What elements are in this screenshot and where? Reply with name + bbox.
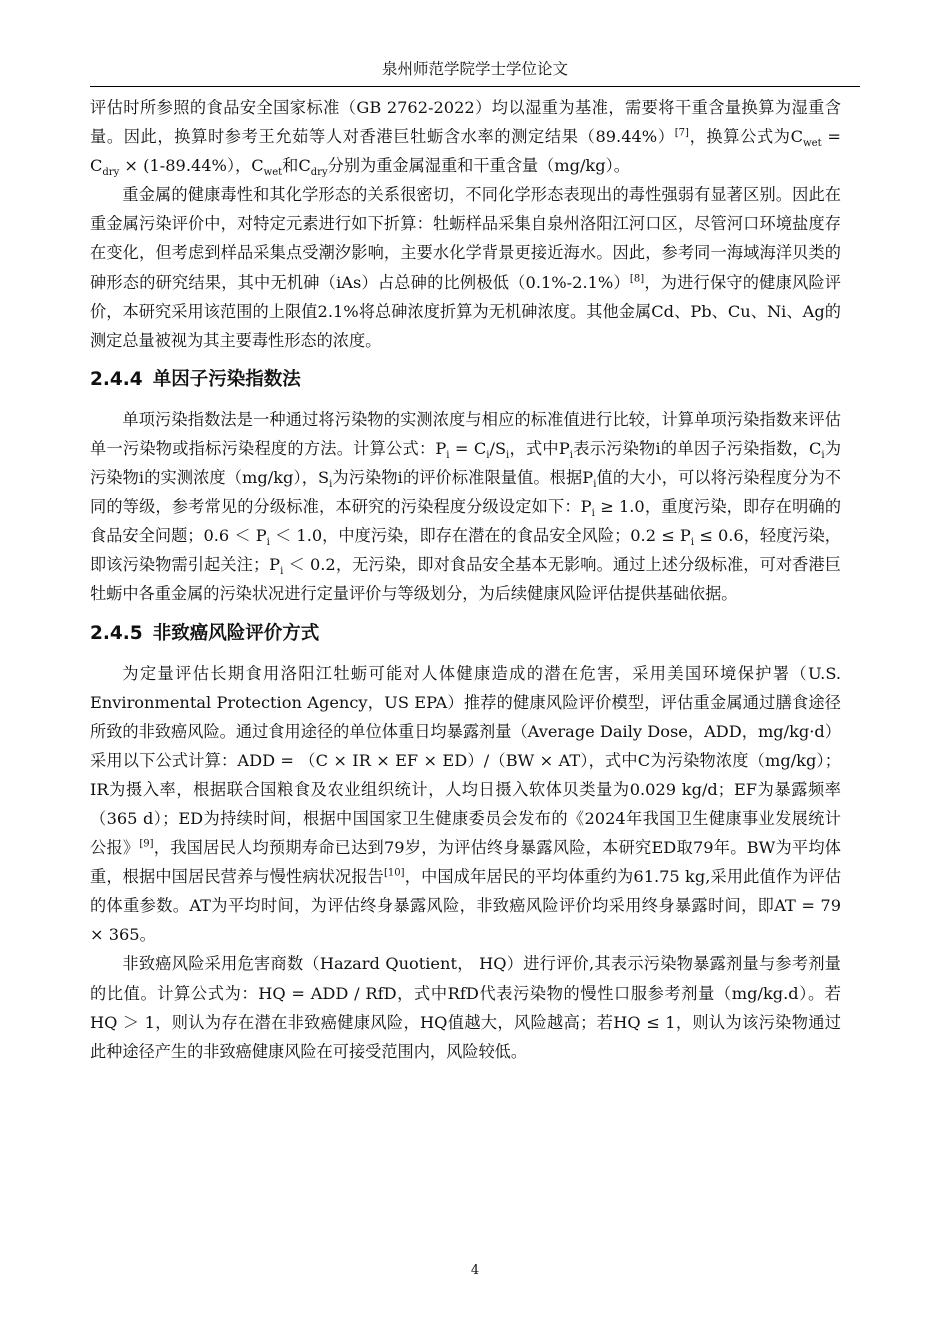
text-run: 单项污染指数法是一种通过将污染物的实测浓度与相应的标准值进行比较，计算单项污染指数来评估单一污染物或指标污染程度的方法。计算公式：P — [90, 409, 841, 458]
paragraph-hazard-quotient — [90, 949, 841, 1065]
text-run: ，为进行保守的健康风险评价，本研究采用该范围的上限值2.1%将总砷浓度折算为无机砷浓度。其他金属Cd、Pb、Cu、Ni、Ag的测定总量被视为其主要毒性形态的浓度。 — [90, 272, 841, 350]
subscript: i — [569, 450, 573, 462]
text-run: ≥ 1.0，重度污染，即存在明确的食品安全问题；0.6 ＜ P — [90, 497, 842, 546]
subscript: i — [486, 450, 490, 462]
text-run: 为污染物i的评价标准限量值。根据P — [332, 468, 594, 488]
header-rule — [90, 86, 860, 87]
citation-8: [8] — [629, 273, 645, 285]
subscript: i — [690, 537, 695, 549]
text-run: ，换算公式为C — [688, 127, 804, 147]
section-title: 非致癌风险评价方式 — [152, 622, 320, 644]
text-run: ，我国居民人均预期寿命已达到79岁，为评估终身暴露风险，本研究ED取79年。BW为平均体重，根据中国居民营养与慢性病状况报告 — [90, 838, 841, 887]
section-title: 单因子污染指数法 — [152, 368, 301, 390]
text-run: ，式中P — [509, 438, 570, 458]
subscript: i — [280, 566, 284, 578]
paragraph-chemical-form — [90, 180, 841, 355]
page-number: 4 — [470, 1263, 480, 1278]
paragraph-add-formula — [90, 659, 841, 950]
paragraph-single-factor-index — [90, 405, 841, 609]
section-number: 2.4.5 — [90, 622, 143, 644]
subscript: i — [446, 450, 450, 462]
text-run: ＜ 1.0，中度污染，即存在潜在的食品安全风险；0.2 ≤ P — [269, 526, 691, 546]
text-run: ≤ 0.6，轻度污染，即该污染物需引起关注；P — [90, 526, 841, 575]
text-run: = C — [90, 127, 841, 176]
text-run: 为定量评估长期食用洛阳江牡蛎可能对人体健康造成的潜在危害，采用美国环境保护署（U.S. Environmental Protection Agency，US EPA）推荐的健康风险评价模型，评估重金属通过膳食途径所致的非致癌风险。通过食用途径的单位体重日均暴露剂量（Average Daily Dose，ADD，mg/kg·d）采用以下公式计算：ADD = （C × IR × EF × ED）/（BW × AT），式中C为污染物浓度（mg/kg）；IR为摄入率，根据联合国粮食及农业组织统计，人均日摄入软体贝类量为0.029 kg/d；EF为暴露频率（365 d）；ED为持续时间，根据中国国家卫生健康委员会发布的《2024年我国卫生健康事业发展统计公报》 — [90, 663, 841, 858]
text-run: 分别为重金属湿重和干重含量（mg/kg）。 — [327, 156, 630, 176]
text-run: 为污染物i的实测浓度（mg/kg），S — [90, 438, 842, 488]
text-run: /S — [489, 438, 507, 458]
subscript: wet — [263, 167, 283, 179]
text-run: 表示污染物i的单因子污染指数，C — [572, 438, 822, 458]
text-run: × (1-89.44%），C — [119, 156, 264, 176]
text-run: ，中国成年居民的平均体重约为61.75 kg,采用此值作为评估的体重参数。AT为平均时间，为评估终身暴露风险，非致癌风险评价均采用终身暴露时间，即AT = 79 × 365。 — [90, 867, 842, 945]
subscript: i — [506, 450, 510, 462]
text-run: 和C — [282, 156, 311, 176]
section-number: 2.4.4 — [90, 368, 143, 390]
paragraph-moisture-conversion — [90, 93, 841, 180]
subscript: i — [593, 479, 597, 491]
section-heading-2-4-4 — [90, 366, 841, 394]
citation-9: [9] — [139, 838, 154, 850]
subscript: i — [266, 537, 270, 549]
text-run: ＜ 0.2，无污染，即对食品安全基本无影响。通过上述分级标准，可对香港巨牡蛎中各重金属的污染状况进行定量评价与等级划分，为后续健康风险评估提供基础依据。 — [90, 555, 841, 604]
text-run: = C — [449, 438, 487, 458]
subscript: i — [821, 450, 825, 462]
subscript: dry — [102, 167, 120, 179]
section-heading-2-4-5 — [90, 620, 841, 648]
page-body — [90, 93, 841, 1066]
running-header: 泉州师范学院学士学位论文 — [381, 60, 568, 78]
subscript: i — [329, 479, 333, 491]
text-run: 非致癌风险采用危害商数（Hazard Quotient， HQ）进行评价,其表示污染物暴露剂量与参考剂量的比值。计算公式为：HQ = ADD / RfD，式中RfD代表污染物的慢性口服参考剂量（mg/kg.d）。若HQ ＞ 1，则认为存在潜在非致癌健康风险，HQ值越大，风险越高；若HQ ≤ 1，则认为该污染物通过此种途径产生的非致癌健康风险在可接受范围内，风险较低。 — [90, 954, 841, 1061]
text-run: 评估时所参照的食品安全国家标准（GB 2762-2022）均以湿重为基准，需要将干重含量换算为湿重含量。因此，换算时参考王允茹等人对香港巨牡蛎含水率的测定结果（89.44%） — [90, 98, 841, 147]
subscript: dry — [310, 167, 328, 179]
citation-7: [7] — [674, 127, 689, 139]
text-run: 值的大小，可以将污染程度分为不同的等级，参考常见的分级标准，本研究的污染程度分级设定如下：P — [90, 468, 841, 517]
subscript: wet — [803, 138, 822, 150]
subscript: i — [591, 508, 595, 520]
text-run: 重金属的健康毒性和其化学形态的关系很密切，不同化学形态表现出的毒性强弱有显著区别。因此在重金属污染评价中，对特定元素进行如下折算：牡蛎样品采集自泉州洛阳江河口区，尽管河口环境盐度存在变化，但考虑到样品采集点受潮汐影响，主要水化学背景更接近海水。因此，参考同一海域海洋贝类的砷形态的研究结果，其中无机砷（iAs）占总砷的比例极低（0.1%-2.1%） — [90, 185, 841, 292]
citation-10: [10] — [384, 867, 405, 879]
